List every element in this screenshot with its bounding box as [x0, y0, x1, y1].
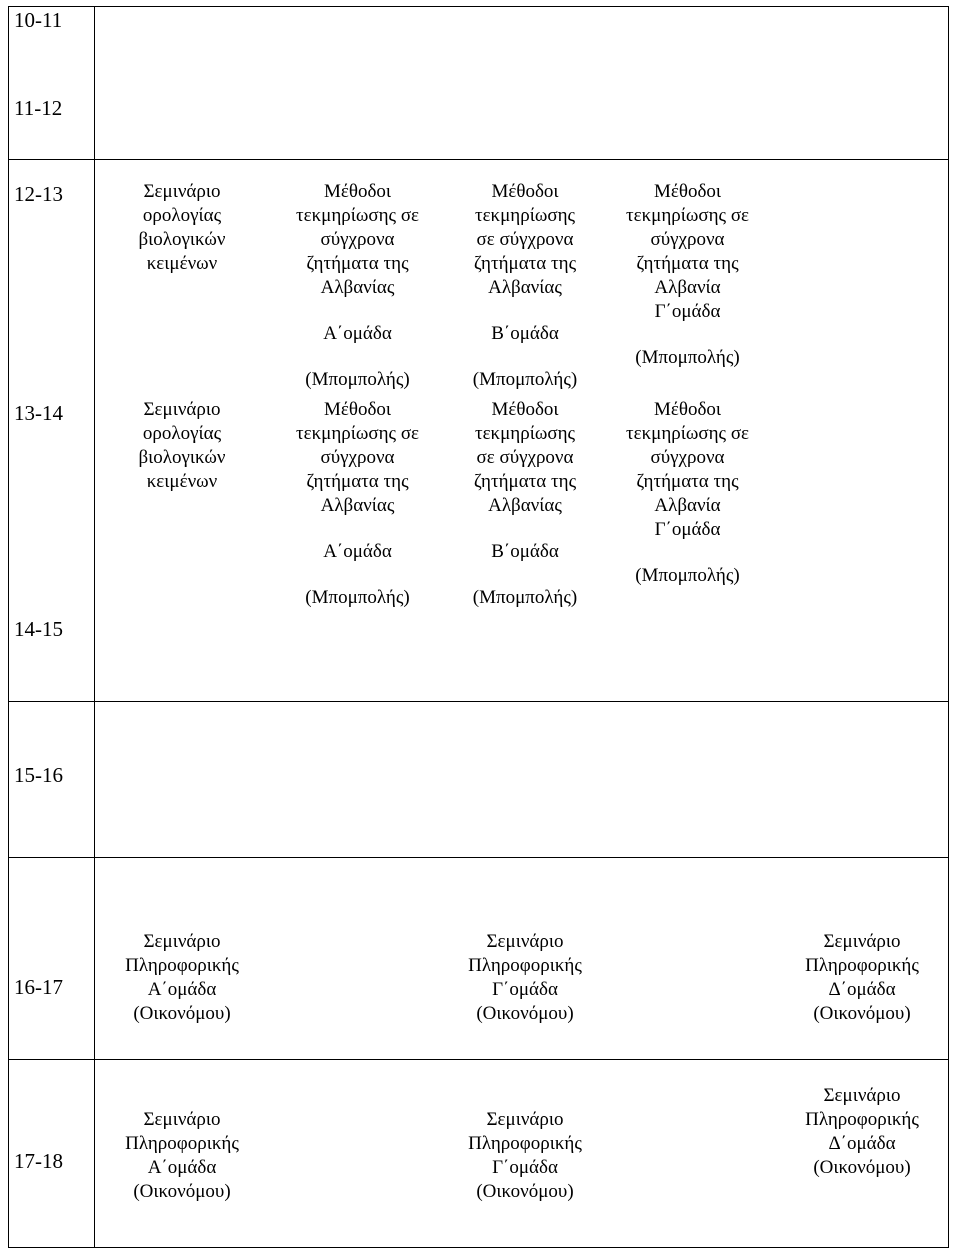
cell-line: Σεμινάριο [823, 931, 901, 952]
cell-line: Αλβανίας [488, 495, 562, 516]
teacher-label: (Μπομπολής) [472, 587, 578, 608]
cell-line: τεκμηρίωσης [474, 423, 576, 444]
time-label: 14-15 [14, 617, 63, 641]
grid-line [8, 701, 949, 702]
time-label: 16-17 [14, 975, 63, 999]
teacher-label: (Οικονόμου) [133, 1181, 231, 1202]
cell-line: σύγχρονα [320, 447, 395, 468]
time-label: 10-11 [14, 8, 63, 32]
cell-line: Σεμινάριο [486, 931, 564, 952]
cell-line: Πληροφορικής [468, 1133, 582, 1154]
methods-cell-b [445, 180, 605, 392]
methods-cell-b [445, 398, 605, 610]
informatics-cell-a [102, 1108, 262, 1204]
cell-line: Μέθοδοι [323, 181, 392, 202]
teacher-label: (Μπομπολής) [305, 369, 410, 390]
grid-line [8, 857, 949, 858]
grid-line [8, 6, 9, 1248]
cell-line: ζητήματα της [636, 253, 739, 274]
teacher-label: (Μπομπολής) [635, 347, 740, 368]
cell-line: βιολογικών [138, 447, 226, 468]
cell-line: τεκμηρίωσης σε [295, 423, 420, 444]
grid-line [8, 6, 949, 7]
cell-line: βιολογικών [138, 229, 226, 250]
cell-line: Πληροφορικής [468, 955, 582, 976]
informatics-cell-d [782, 1084, 942, 1180]
cell-line: Μέθοδοι [653, 399, 722, 420]
cell-line: σε σύγχρονα [476, 447, 574, 468]
cell-line: ζητήματα της [473, 253, 577, 274]
informatics-cell-d [782, 930, 942, 1026]
seminar-term-cell [102, 180, 262, 276]
cell-line: τεκμηρίωσης σε [625, 423, 750, 444]
teacher-label: (Μπομπολής) [305, 587, 410, 608]
informatics-cell-g [445, 930, 605, 1026]
cell-line: ζητήματα της [306, 253, 409, 274]
cell-line: σύγχρονα [650, 229, 725, 250]
cell-line: Σεμινάριο [823, 1085, 901, 1106]
group-label: Α΄ομάδα [323, 541, 392, 562]
cell-line: Σεμινάριο [486, 1109, 564, 1130]
cell-line: Σεμινάριο [143, 399, 221, 420]
cell-line: Μέθοδοι [653, 181, 722, 202]
methods-cell-g [605, 398, 770, 588]
grid-line [8, 1247, 949, 1248]
grid-line [8, 1059, 949, 1060]
cell-line: Πληροφορικής [805, 1109, 919, 1130]
methods-cell-a [270, 180, 445, 392]
time-label: 13-14 [14, 401, 63, 425]
cell-line: Σεμινάριο [143, 181, 221, 202]
cell-line: σύγχρονα [650, 447, 725, 468]
teacher-label: (Οικονόμου) [133, 1003, 231, 1024]
grid-line [94, 6, 95, 1248]
teacher-label: (Μπομπολής) [472, 369, 578, 390]
group-label: Γ΄ομάδα [654, 519, 721, 540]
cell-line: Αλβανίας [488, 277, 562, 298]
time-label: 12-13 [14, 182, 63, 206]
cell-line: σε σύγχρονα [476, 229, 574, 250]
group-label: Γ΄ομάδα [492, 1157, 558, 1178]
cell-line: ζητήματα της [636, 471, 739, 492]
cell-line: Πληροφορικής [125, 1133, 239, 1154]
cell-line: Πληροφορικής [805, 955, 919, 976]
cell-line: τεκμηρίωσης [474, 205, 576, 226]
group-label: Β΄ομάδα [491, 541, 559, 562]
teacher-label: (Οικονόμου) [476, 1181, 574, 1202]
cell-line: Αλβανία [654, 277, 721, 298]
teacher-label: (Μπομπολής) [635, 565, 740, 586]
group-label: Γ΄ομάδα [492, 979, 558, 1000]
cell-line: ζητήματα της [473, 471, 577, 492]
cell-line: κειμένων [146, 253, 218, 274]
group-label: Β΄ομάδα [491, 323, 559, 344]
group-label: Δ΄ομάδα [828, 979, 896, 1000]
cell-line: Αλβανίας [320, 495, 395, 516]
cell-line: Αλβανίας [320, 277, 395, 298]
grid-line [948, 6, 949, 1248]
time-label: 11-12 [14, 96, 63, 120]
group-label: Α΄ομάδα [147, 979, 217, 1000]
cell-line: κειμένων [146, 471, 218, 492]
group-label: Α΄ομάδα [147, 1157, 217, 1178]
cell-line: Μέθοδοι [491, 181, 559, 202]
cell-line: ορολογίας [142, 423, 222, 444]
group-label: Α΄ομάδα [323, 323, 392, 344]
cell-line: ζητήματα της [306, 471, 409, 492]
group-label: Δ΄ομάδα [828, 1133, 896, 1154]
cell-line: Σεμινάριο [143, 931, 221, 952]
cell-line: τεκμηρίωσης σε [625, 205, 750, 226]
informatics-cell-a [102, 930, 262, 1026]
group-label: Γ΄ομάδα [654, 301, 721, 322]
seminar-term-cell [102, 398, 262, 494]
cell-line: σύγχρονα [320, 229, 395, 250]
cell-line: τεκμηρίωσης σε [295, 205, 420, 226]
time-label: 15-16 [14, 763, 63, 787]
cell-line: Μέθοδοι [491, 399, 559, 420]
methods-cell-g [605, 180, 770, 370]
time-label: 17-18 [14, 1149, 63, 1173]
cell-line: Σεμινάριο [143, 1109, 221, 1130]
informatics-cell-g [445, 1108, 605, 1204]
teacher-label: (Οικονόμου) [476, 1003, 574, 1024]
cell-line: Αλβανία [654, 495, 721, 516]
cell-line: Πληροφορικής [125, 955, 239, 976]
cell-line: Μέθοδοι [323, 399, 392, 420]
teacher-label: (Οικονόμου) [813, 1157, 911, 1178]
grid-line [8, 159, 949, 160]
methods-cell-a [270, 398, 445, 610]
teacher-label: (Οικονόμου) [813, 1003, 911, 1024]
cell-line: ορολογίας [142, 205, 222, 226]
